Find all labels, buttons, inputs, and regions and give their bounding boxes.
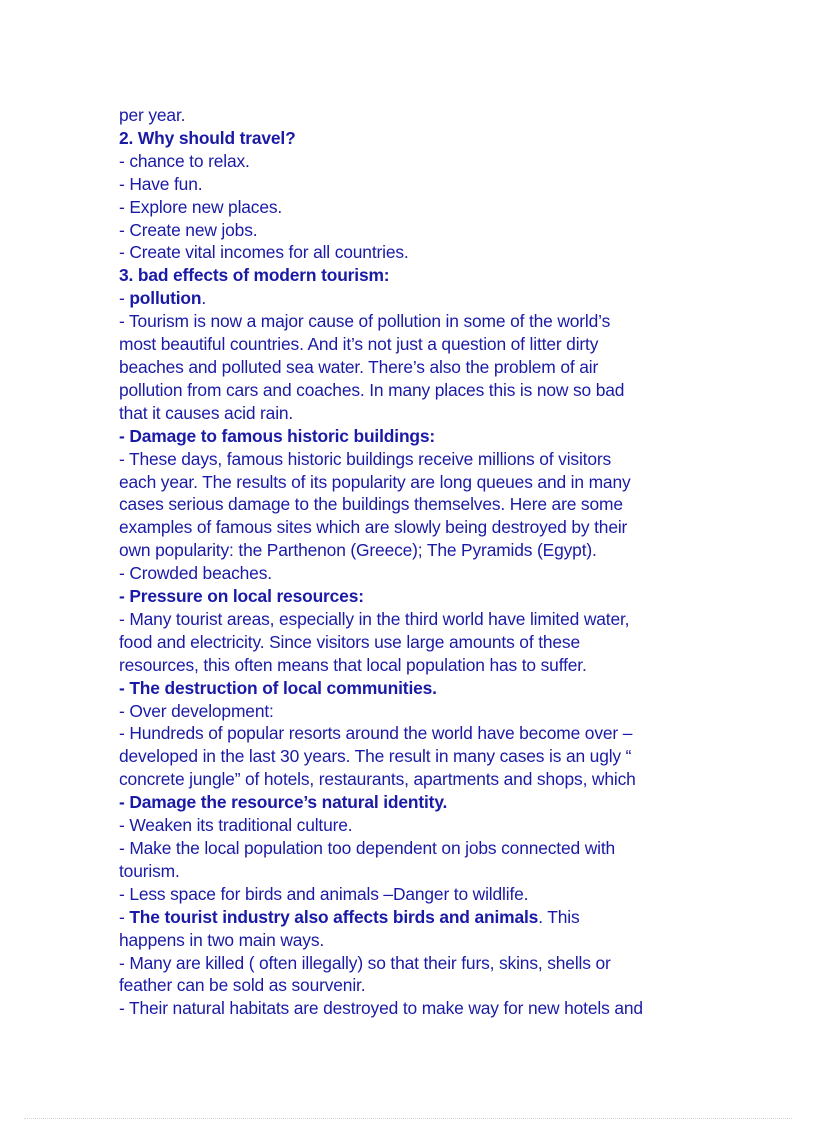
subheading-natural-identity: - Damage the resource’s natural identity.: [119, 792, 448, 813]
paragraph-line: tourism.: [119, 860, 180, 881]
subheading-pollution: [119, 287, 719, 310]
paragraph-line: concrete jungle” of hotels, restaurants, apartments and shops, which: [119, 769, 636, 790]
paragraph-line: feather can be sold as sourvenir.: [119, 975, 366, 996]
paragraph-line: resources, this often means that local population has to suffer.: [119, 654, 587, 675]
line-prefix: -: [119, 288, 130, 309]
paragraph-line: beaches and polluted sea water. There’s also the problem of air: [119, 356, 599, 377]
list-item: - Weaken its traditional culture.: [119, 815, 353, 836]
paragraph-line: - Their natural habitats are destroyed to make way for new hotels and: [119, 998, 643, 1019]
list-item: - Crowded beaches.: [119, 563, 272, 584]
list-item: - Create new jobs.: [119, 219, 258, 240]
section-heading-bad-effects: 3. bad effects of modern tourism:: [119, 265, 390, 286]
list-item: - Have fun.: [119, 173, 203, 194]
paragraph-line: happens in two main ways.: [119, 929, 325, 950]
paragraph-line: - Many are killed ( often illegally) so that their furs, skins, shells or: [119, 952, 611, 973]
paragraph-line: pollution from cars and coaches. In many places this is now so bad: [119, 379, 625, 400]
subheading-historic-buildings: - Damage to famous historic buildings:: [119, 425, 436, 446]
bold-phrase: The tourist industry also affects birds and animals: [129, 906, 539, 927]
paragraph-line: - Make the local population too dependent on jobs connected with: [119, 838, 616, 858]
line-prefix: -: [119, 906, 130, 927]
paragraph-line: that it causes acid rain.: [119, 402, 294, 423]
document-body: [119, 104, 719, 1020]
line-suffix: . This: [538, 906, 580, 927]
list-item: - Explore new places.: [119, 196, 283, 217]
list-item: - Less space for birds and animals –Danger to wildlife.: [119, 883, 529, 904]
paragraph-line: - Many tourist areas, especially in the third world have limited water,: [119, 608, 630, 629]
list-item: - Over development:: [119, 700, 274, 721]
paragraph-line: own popularity: the Parthenon (Greece); The Pyramids (Egypt).: [119, 540, 597, 561]
paragraph-line: examples of famous sites which are slowly being destroyed by their: [119, 517, 628, 538]
text-line: per year.: [119, 105, 186, 125]
subheading-birds-animals: [119, 906, 719, 929]
paragraph-line: most beautiful countries. And it’s not just a question of litter dirty: [119, 334, 599, 355]
list-item: - Create vital incomes for all countries.: [119, 242, 409, 263]
page-bottom-divider: [24, 1118, 792, 1119]
bold-phrase: pollution: [129, 288, 202, 309]
list-item: - chance to relax.: [119, 150, 250, 171]
paragraph-line: - Hundreds of popular resorts around the world have become over –: [119, 723, 633, 744]
line-suffix: .: [201, 288, 207, 309]
paragraph-line: food and electricity. Since visitors use large amounts of these: [119, 631, 580, 652]
subheading-local-communities: - The destruction of local communities.: [119, 677, 437, 698]
paragraph-line: developed in the last 30 years. The result in many cases is an ugly “: [119, 746, 632, 767]
section-heading-why-travel: 2. Why should travel?: [119, 127, 296, 148]
subheading-local-resources: - Pressure on local resources:: [119, 586, 364, 607]
paragraph-line: - These days, famous historic buildings receive millions of visitors: [119, 448, 612, 469]
paragraph-line: - Tourism is now a major cause of pollution in some of the world’s: [119, 311, 611, 332]
paragraph-line: cases serious damage to the buildings themselves. Here are some: [119, 494, 623, 515]
paragraph-line: each year. The results of its popularity are long queues and in many: [119, 471, 631, 492]
